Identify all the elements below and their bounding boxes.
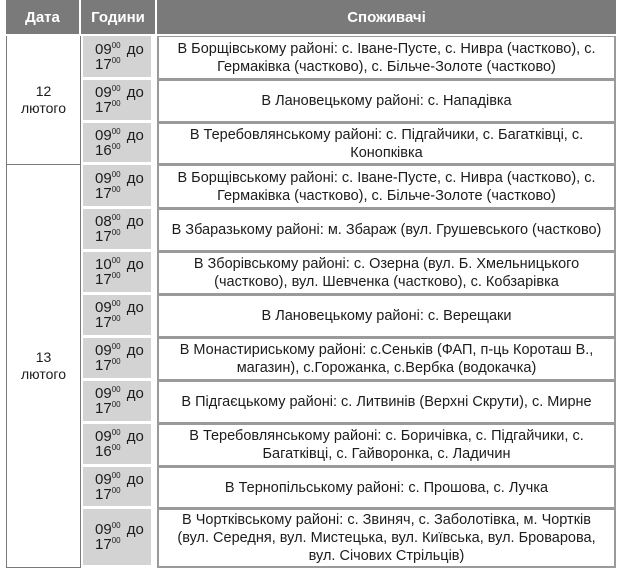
- time-from: 09: [95, 470, 112, 488]
- time-cell: [81, 123, 157, 165]
- time-to-minutes: 00: [111, 271, 121, 280]
- time-cell: [81, 295, 157, 338]
- time-from-minutes: 00: [111, 342, 121, 351]
- time-from: 09: [95, 169, 112, 187]
- date-cell-13: [6, 165, 81, 568]
- consumers-cell: В Зборівському районі: с. Озерна (вул. Б. Хмельницького (частково), вул. Шевченка (частково), с. Кобзарівка: [157, 252, 616, 295]
- time-separator: до: [126, 342, 144, 359]
- time-to-minutes: 00: [111, 357, 121, 366]
- time-from-minutes: 00: [111, 299, 121, 308]
- time-to: 16: [95, 141, 112, 159]
- date-month: лютого: [21, 366, 66, 382]
- time-to: 17: [95, 99, 112, 116]
- table-row: [6, 165, 616, 209]
- time-to: 17: [95, 536, 112, 553]
- time-separator: до: [126, 40, 144, 58]
- consumers-cell: В Борщівському районі: с. Іване-Пусте, с. Нивра (частково), с. Гермаківка (частково), с. Більче-Золоте (частково): [157, 165, 616, 209]
- consumers-cell: В Монастириському районі: с.Сеньків (ФАП, п-ць Короташ В., магазин), с.Горожанка, с.Вербка (водокачка): [157, 338, 616, 381]
- consumers-cell: В Збаразькому районі: м. Збараж (вул. Грушевського (частково): [157, 209, 616, 252]
- time-to: 17: [95, 485, 112, 503]
- table-row: [6, 80, 616, 123]
- time-cell: [81, 381, 157, 424]
- time-from-minutes: 00: [111, 521, 121, 530]
- time-from: 09: [95, 385, 112, 402]
- time-from: 08: [95, 213, 112, 230]
- time-from: 09: [95, 342, 112, 359]
- table-header: [6, 0, 616, 36]
- date-cell-12: [6, 36, 81, 165]
- time-separator: до: [126, 213, 144, 230]
- time-separator: до: [126, 256, 144, 273]
- table-row: [6, 424, 616, 467]
- consumers-cell: В Тернопільському районі: с. Прошова, с. Лучка: [157, 467, 616, 509]
- time-to: 17: [95, 55, 112, 73]
- time-separator: до: [126, 521, 144, 538]
- time-from-minutes: 00: [111, 126, 121, 136]
- date-day: 12: [35, 83, 52, 99]
- header-hours: Години: [81, 0, 157, 36]
- table-row: [6, 36, 616, 80]
- time-cell: [81, 36, 157, 80]
- consumers-cell: В Чортківському районі: с. Звиняч, с. Заболотівка, м. Чортків (вул. Середня, вул. Мистецька, вул. Київська, вул. Броварова, вул. Січових Стрільців): [157, 509, 616, 568]
- time-from-minutes: 00: [111, 84, 121, 93]
- time-cell: [81, 338, 157, 381]
- time-separator: до: [126, 470, 144, 488]
- time-to: 16: [95, 443, 112, 460]
- time-from: 09: [95, 40, 112, 58]
- time-cell: [81, 424, 157, 467]
- time-to-minutes: 00: [111, 55, 121, 65]
- header-consumers: Споживачі: [157, 0, 616, 36]
- time-separator: до: [126, 84, 144, 101]
- table-row: [6, 209, 616, 252]
- time-to-minutes: 00: [111, 314, 121, 323]
- time-from: 09: [95, 428, 112, 445]
- consumers-cell: В Теребовлянському районі: с. Підгайчики, с. Багатківці, с. Конопківка: [157, 123, 616, 165]
- time-from-minutes: 00: [111, 385, 121, 394]
- time-from: 10: [95, 256, 112, 273]
- consumers-cell: В Борщівському районі: с. Іване-Пусте, с. Нивра (частково), с. Гермаківка (частково), с. Більче-Золоте (частково): [157, 36, 616, 80]
- time-to-minutes: 00: [111, 443, 121, 452]
- time-to: 17: [95, 357, 112, 374]
- time-from-minutes: 00: [111, 169, 121, 179]
- table-row: [6, 123, 616, 165]
- time-to: 17: [95, 400, 112, 417]
- time-from-minutes: 00: [111, 256, 121, 265]
- time-cell: [81, 252, 157, 295]
- table-row: [6, 509, 616, 568]
- table-body: [6, 36, 616, 568]
- date-month: лютого: [21, 100, 66, 116]
- time-separator: до: [126, 169, 144, 187]
- table-row: [6, 295, 616, 338]
- time-from-minutes: 00: [111, 40, 121, 50]
- time-cell: [81, 209, 157, 252]
- time-from-minutes: 00: [111, 213, 121, 222]
- time-cell: [81, 467, 157, 509]
- time-to-minutes: 00: [111, 141, 121, 151]
- header-date: Дата: [6, 0, 81, 36]
- consumers-cell: В Теребовлянському районі: с. Боричівка, с. Підгайчики, с. Багатківці, с. Гайворонка, с. Ладичин: [157, 424, 616, 467]
- time-to: 17: [95, 271, 112, 288]
- consumers-cell: В Підгаєцькому районі: с. Литвинів (Верхні Скрути), с. Мирне: [157, 381, 616, 424]
- time-to-minutes: 00: [111, 184, 121, 194]
- time-from: 09: [95, 84, 112, 101]
- time-to-minutes: 00: [111, 400, 121, 409]
- time-separator: до: [126, 299, 144, 316]
- table-row: [6, 338, 616, 381]
- time-to-minutes: 00: [111, 228, 121, 237]
- table-row: [6, 467, 616, 509]
- time-cell: [81, 509, 157, 568]
- time-from: 09: [95, 126, 112, 144]
- time-separator: до: [126, 126, 144, 144]
- time-from: 09: [95, 521, 112, 538]
- time-from-minutes: 00: [111, 470, 121, 480]
- time-from-minutes: 00: [111, 428, 121, 437]
- time-to: 17: [95, 314, 112, 331]
- time-from: 09: [95, 299, 112, 316]
- time-to-minutes: 00: [111, 485, 121, 495]
- table-row: [6, 381, 616, 424]
- table-row: [6, 252, 616, 295]
- time-cell: [81, 80, 157, 123]
- time-separator: до: [126, 385, 144, 402]
- consumers-cell: В Лановецькому районі: с. Нападівка: [157, 80, 616, 123]
- consumers-cell: В Лановецькому районі: с. Верещаки: [157, 295, 616, 338]
- time-to-minutes: 00: [111, 536, 121, 545]
- date-day: 13: [35, 349, 52, 365]
- time-cell: [81, 165, 157, 209]
- time-separator: до: [126, 428, 144, 445]
- time-to-minutes: 00: [111, 99, 121, 108]
- time-to: 17: [95, 184, 112, 202]
- time-to: 17: [95, 228, 112, 245]
- outage-table: [6, 0, 616, 568]
